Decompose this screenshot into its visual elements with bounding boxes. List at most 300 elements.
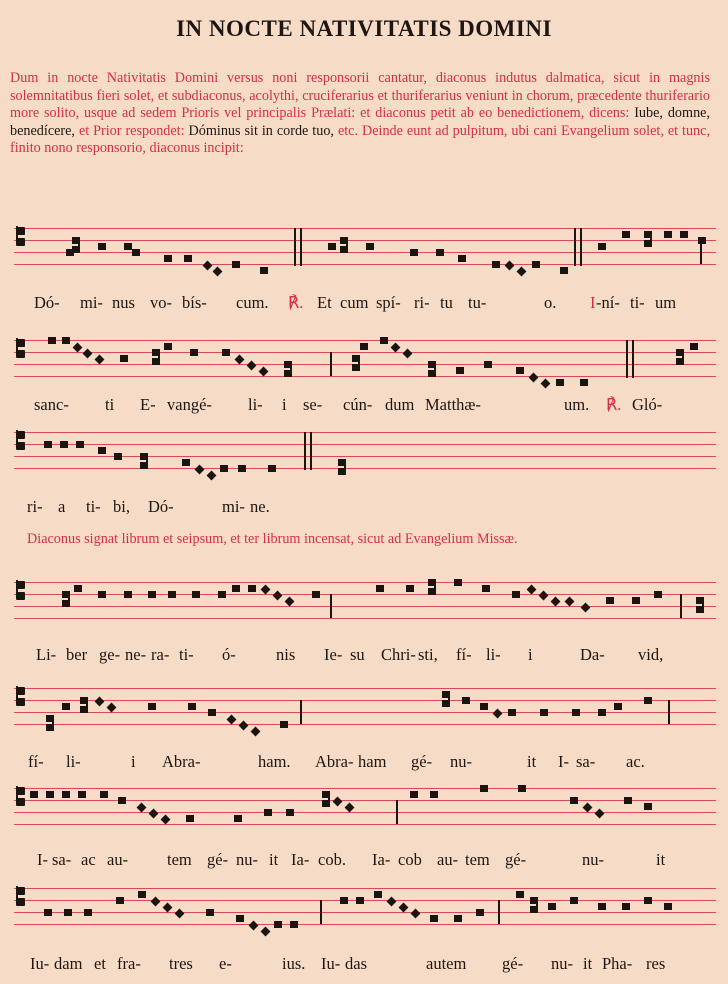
- response-mark: ℟.: [606, 395, 622, 414]
- punctum-note-icon: [644, 897, 652, 904]
- lyric-syllable: ius.: [282, 954, 306, 973]
- lyric-syllable: nu-: [582, 850, 604, 869]
- punctum-note-icon: [644, 697, 652, 704]
- punctum-note-icon: [208, 709, 216, 716]
- lyric-syllable: fí-: [456, 645, 472, 664]
- punctum-note-icon: [580, 379, 588, 386]
- double-bar: [574, 228, 576, 266]
- lyric-syllable: Ia-: [372, 850, 391, 869]
- punctum-note-icon: [148, 703, 156, 710]
- bar-line: [680, 594, 682, 618]
- staff-line: [14, 888, 716, 889]
- rhombus-note-icon: [107, 703, 117, 713]
- rhombus-note-icon: [213, 267, 223, 277]
- punctum-note-icon: [280, 721, 288, 728]
- staff-6: [0, 788, 728, 838]
- lyric-syllable: vo-: [150, 293, 172, 312]
- lyric-syllable: au-: [437, 850, 459, 869]
- note-stem: [86, 697, 88, 713]
- punctum-note-icon: [340, 897, 348, 904]
- punctum-note-icon: [570, 897, 578, 904]
- lyric-syllable: autem: [426, 954, 467, 973]
- lyric-syllable: it: [656, 850, 666, 869]
- punctum-note-icon: [632, 597, 640, 604]
- lyric-syllable: o.: [544, 293, 557, 312]
- staff-line: [14, 376, 716, 377]
- rhombus-note-icon: [551, 597, 561, 607]
- punctum-note-icon: [264, 809, 272, 816]
- lyric-line-2: [10, 395, 718, 417]
- punctum-note-icon: [376, 585, 384, 592]
- rubric-incipit-dominus: Dóminus sit in corde tuo,: [188, 122, 334, 139]
- rhombus-note-icon: [493, 709, 503, 719]
- punctum-note-icon: [182, 459, 190, 466]
- lyric-syllable: dam: [54, 954, 83, 973]
- lyric-syllable: it: [583, 954, 593, 973]
- bar-line: [330, 594, 332, 618]
- punctum-note-icon: [560, 267, 568, 274]
- punctum-note-icon: [62, 791, 70, 798]
- punctum-note-icon: [476, 909, 484, 916]
- bar-line: [320, 900, 322, 924]
- lyric-syllable: Chri-: [381, 645, 416, 664]
- punctum-note-icon: [614, 703, 622, 710]
- punctum-note-icon: [622, 231, 630, 238]
- response-mark: I: [590, 293, 596, 312]
- lyric-line-6: [10, 850, 718, 872]
- note-stem: [344, 459, 346, 475]
- lyric-syllable: ne-: [125, 645, 147, 664]
- double-bar: [294, 228, 296, 266]
- punctum-note-icon: [312, 591, 320, 598]
- rhombus-note-icon: [151, 897, 161, 907]
- note-stem: [434, 579, 436, 595]
- lyric-syllable: spí-: [376, 293, 401, 312]
- rhombus-note-icon: [273, 591, 283, 601]
- lyric-syllable: Et: [317, 293, 332, 312]
- staff-4: [0, 582, 728, 632]
- lyric-syllable: sti,: [418, 645, 438, 664]
- punctum-note-icon: [164, 255, 172, 262]
- lyric-syllable: i: [282, 395, 287, 414]
- punctum-note-icon: [698, 237, 706, 244]
- lyric-syllable: ti-: [86, 497, 101, 516]
- rhombus-note-icon: [387, 897, 397, 907]
- lyric-syllable: et: [94, 954, 106, 973]
- rhombus-note-icon: [203, 261, 213, 271]
- note-stem: [68, 591, 70, 607]
- punctum-note-icon: [540, 709, 548, 716]
- double-bar: [300, 228, 302, 266]
- punctum-note-icon: [492, 261, 500, 268]
- punctum-note-icon: [462, 697, 470, 704]
- lyric-syllable: E-: [140, 395, 156, 414]
- rubric-text-1: Dum in nocte Nativitatis Domini versus noni responsorii cantatur, diaconus indutus dalmatica, sicut in magnis solemnitatibus fieri solet, et subdiaconus, acolythi, cruciferarius et thuriferarius veniunt in chorum, præcedente thuriferario more solito, usque ad sedem Prioris vel principalis Prælati: et diaconus petit ab eo benedictionem, dicens:: [10, 70, 710, 122]
- lyric-syllable: Li-: [36, 645, 57, 664]
- lyric-syllable: nus: [112, 293, 135, 312]
- rhombus-note-icon: [83, 349, 93, 359]
- punctum-note-icon: [192, 591, 200, 598]
- punctum-note-icon: [164, 343, 172, 350]
- rhombus-note-icon: [259, 367, 269, 377]
- punctum-note-icon: [430, 791, 438, 798]
- punctum-note-icon: [260, 267, 268, 274]
- note-stem: [650, 231, 652, 247]
- note-stem: [78, 237, 80, 253]
- punctum-note-icon: [570, 797, 578, 804]
- rhombus-note-icon: [149, 809, 159, 819]
- lyric-syllable: gé-: [411, 752, 433, 771]
- lyric-syllable: ó-: [222, 645, 236, 664]
- lyric-syllable: cob: [398, 850, 422, 869]
- lyric-syllable: nu-: [236, 850, 258, 869]
- punctum-note-icon: [532, 261, 540, 268]
- staff-line: [14, 228, 716, 229]
- rhombus-note-icon: [595, 809, 605, 819]
- c-clef-icon: [16, 580, 27, 600]
- punctum-note-icon: [360, 343, 368, 350]
- lyric-syllable: ge-: [99, 645, 121, 664]
- punctum-note-icon: [132, 249, 140, 256]
- staff-2: [0, 340, 728, 390]
- double-bar: [580, 228, 582, 266]
- lyric-line-4: [10, 645, 718, 667]
- rhombus-note-icon: [95, 355, 105, 365]
- staff-1: [0, 228, 728, 278]
- rhombus-note-icon: [285, 597, 295, 607]
- punctum-note-icon: [690, 343, 698, 350]
- lyric-syllable: Ie-: [324, 645, 343, 664]
- punctum-note-icon: [556, 379, 564, 386]
- rhombus-note-icon: [195, 465, 205, 475]
- punctum-note-icon: [436, 249, 444, 256]
- bar-line: [396, 800, 398, 824]
- lyric-syllable: ti-: [179, 645, 194, 664]
- punctum-note-icon: [374, 891, 382, 898]
- lyric-syllable: e-: [219, 954, 232, 973]
- lyric-syllable: li-: [486, 645, 501, 664]
- staff-line: [14, 594, 716, 595]
- page-title: IN NOCTE NATIVITATIS DOMINI: [176, 16, 552, 41]
- lyric-syllable: au-: [107, 850, 129, 869]
- lyric-syllable: fí-: [28, 752, 44, 771]
- lyric-syllable: ne.: [250, 497, 270, 516]
- punctum-note-icon: [30, 791, 38, 798]
- c-clef-icon: [16, 686, 27, 706]
- lyric-syllable: nu-: [551, 954, 573, 973]
- rhombus-note-icon: [541, 379, 551, 389]
- punctum-note-icon: [232, 585, 240, 592]
- punctum-note-icon: [624, 797, 632, 804]
- rhombus-note-icon: [161, 815, 171, 825]
- punctum-note-icon: [62, 703, 70, 710]
- staff-line: [14, 788, 716, 789]
- staff-line: [14, 582, 716, 583]
- punctum-note-icon: [644, 803, 652, 810]
- punctum-note-icon: [548, 903, 556, 910]
- punctum-note-icon: [236, 915, 244, 922]
- staff-line: [14, 618, 716, 619]
- punctum-note-icon: [124, 591, 132, 598]
- punctum-note-icon: [222, 349, 230, 356]
- staff-line: [14, 724, 716, 725]
- punctum-note-icon: [458, 255, 466, 262]
- punctum-note-icon: [234, 815, 242, 822]
- punctum-note-icon: [168, 591, 176, 598]
- punctum-note-icon: [480, 785, 488, 792]
- punctum-note-icon: [454, 915, 462, 922]
- bar-line: [330, 352, 332, 376]
- bar-line: [498, 900, 500, 924]
- lyric-syllable: Iu-: [321, 954, 341, 973]
- punctum-note-icon: [44, 441, 52, 448]
- punctum-note-icon: [48, 337, 56, 344]
- rubric-text-2: et Prior respondet:: [74, 122, 189, 139]
- rhombus-note-icon: [399, 903, 409, 913]
- punctum-note-icon: [410, 791, 418, 798]
- lyric-syllable: i: [528, 645, 533, 664]
- lyric-syllable: cum: [340, 293, 369, 312]
- lyric-syllable: I-: [37, 850, 48, 869]
- lyric-syllable: gé-: [207, 850, 229, 869]
- rhombus-note-icon: [249, 921, 259, 931]
- lyric-syllable: a: [58, 497, 66, 516]
- lyric-syllable: cún-: [343, 395, 373, 414]
- punctum-note-icon: [482, 585, 490, 592]
- punctum-note-icon: [184, 255, 192, 262]
- lyric-line-7: [10, 954, 718, 976]
- double-bar: [304, 432, 306, 470]
- punctum-note-icon: [512, 591, 520, 598]
- note-stem: [146, 453, 148, 469]
- staff-line: [14, 340, 716, 341]
- punctum-note-icon: [124, 243, 132, 250]
- lyric-syllable: Gló-: [632, 395, 663, 414]
- punctum-note-icon: [84, 909, 92, 916]
- rhombus-note-icon: [251, 727, 261, 737]
- lyric-syllable: it: [527, 752, 537, 771]
- lyric-syllable: ham: [358, 752, 387, 771]
- lyric-syllable: cob.: [318, 850, 346, 869]
- punctum-note-icon: [148, 591, 156, 598]
- punctum-note-icon: [44, 909, 52, 916]
- c-clef-icon: [16, 786, 27, 806]
- rhombus-note-icon: [95, 697, 105, 707]
- punctum-note-icon: [206, 909, 214, 916]
- lyric-syllable: I-: [558, 752, 569, 771]
- double-bar: [632, 340, 634, 378]
- response-mark: ℟.: [288, 293, 304, 312]
- punctum-note-icon: [46, 791, 54, 798]
- lyric-syllable: ti-: [630, 293, 645, 312]
- punctum-note-icon: [654, 591, 662, 598]
- punctum-note-icon: [98, 591, 106, 598]
- lyric-syllable: su: [350, 645, 365, 664]
- lyric-syllable: li-: [248, 395, 263, 414]
- c-clef-icon: [16, 338, 27, 358]
- lyric-syllable: tem: [167, 850, 192, 869]
- punctum-note-icon: [188, 703, 196, 710]
- punctum-note-icon: [190, 349, 198, 356]
- staff-line: [14, 912, 716, 913]
- punctum-note-icon: [518, 785, 526, 792]
- punctum-note-icon: [454, 579, 462, 586]
- staff-line: [14, 924, 716, 925]
- staff-line: [14, 468, 716, 469]
- lyric-syllable: gé-: [502, 954, 524, 973]
- punctum-note-icon: [664, 903, 672, 910]
- punctum-note-icon: [328, 243, 336, 250]
- rhombus-note-icon: [73, 343, 83, 353]
- staff-line: [14, 700, 716, 701]
- note-stem: [358, 355, 360, 371]
- rubric-incipit-iube: Iube, domne, benedícere,: [10, 105, 711, 139]
- lyric-syllable: se-: [303, 395, 323, 414]
- punctum-note-icon: [664, 231, 672, 238]
- punctum-note-icon: [120, 355, 128, 362]
- lyric-line-3: [10, 497, 718, 519]
- lyric-syllable: ac.: [626, 752, 645, 771]
- lyric-syllable: tem: [465, 850, 490, 869]
- lyric-syllable: nu-: [450, 752, 472, 771]
- rhombus-note-icon: [403, 349, 413, 359]
- lyric-syllable: gé-: [505, 850, 527, 869]
- c-clef-icon: [16, 886, 27, 906]
- punctum-note-icon: [406, 585, 414, 592]
- staff-line: [14, 264, 716, 265]
- staff-3: [0, 432, 728, 482]
- staff-line: [14, 444, 716, 445]
- lyric-syllable: res: [646, 954, 666, 973]
- punctum-note-icon: [118, 797, 126, 804]
- punctum-note-icon: [186, 815, 194, 822]
- opening-rubric: [10, 70, 710, 158]
- lyric-syllable: ri-: [414, 293, 430, 312]
- lyric-syllable: it: [269, 850, 279, 869]
- lyric-line-1: [10, 293, 718, 315]
- lyric-syllable: tu: [440, 293, 453, 312]
- lyric-syllable: tu-: [468, 293, 487, 312]
- lyric-syllable: sa-: [576, 752, 596, 771]
- punctum-note-icon: [606, 597, 614, 604]
- rhombus-note-icon: [411, 909, 421, 919]
- punctum-note-icon: [572, 709, 580, 716]
- lyric-syllable: cum.: [236, 293, 269, 312]
- punctum-note-icon: [138, 891, 146, 898]
- punctum-note-icon: [220, 465, 228, 472]
- rhombus-note-icon: [529, 373, 539, 383]
- note-stem: [702, 597, 704, 613]
- staff-line: [14, 240, 716, 241]
- rhombus-note-icon: [247, 361, 257, 371]
- lyric-syllable: i: [131, 752, 136, 771]
- lyric-syllable: Pha-: [602, 954, 633, 973]
- lyric-syllable: ac: [81, 850, 96, 869]
- punctum-note-icon: [480, 703, 488, 710]
- rhombus-note-icon: [175, 909, 185, 919]
- staff-line: [14, 432, 716, 433]
- punctum-note-icon: [598, 243, 606, 250]
- lyric-syllable: mi-: [222, 497, 245, 516]
- bar-line: [300, 700, 302, 724]
- double-bar: [626, 340, 628, 378]
- bar-line: [668, 700, 670, 724]
- staff-line: [14, 688, 716, 689]
- punctum-note-icon: [60, 441, 68, 448]
- punctum-note-icon: [232, 261, 240, 268]
- lyric-syllable: ber: [66, 645, 88, 664]
- rhombus-note-icon: [391, 343, 401, 353]
- note-stem: [290, 361, 292, 377]
- lyric-syllable: mi-: [80, 293, 103, 312]
- staff-5: [0, 688, 728, 738]
- lyric-syllable: dum: [385, 395, 415, 414]
- lyric-syllable: vid,: [638, 645, 664, 664]
- punctum-note-icon: [598, 903, 606, 910]
- lyric-syllable: ra-: [151, 645, 170, 664]
- punctum-note-icon: [516, 367, 524, 374]
- double-bar: [310, 432, 312, 470]
- staff-line: [14, 812, 716, 813]
- lyric-syllable: vangé-: [167, 395, 212, 414]
- lyric-syllable: um.: [564, 395, 590, 414]
- punctum-note-icon: [98, 243, 106, 250]
- punctum-note-icon: [356, 897, 364, 904]
- rhombus-note-icon: [227, 715, 237, 725]
- punctum-note-icon: [114, 453, 122, 460]
- lyric-line-5: [10, 752, 718, 774]
- punctum-note-icon: [116, 897, 124, 904]
- punctum-note-icon: [64, 909, 72, 916]
- punctum-note-icon: [100, 791, 108, 798]
- lyric-syllable: li-: [66, 752, 81, 771]
- rhombus-note-icon: [333, 797, 343, 807]
- punctum-note-icon: [484, 361, 492, 368]
- rhombus-note-icon: [581, 603, 591, 613]
- punctum-note-icon: [62, 337, 70, 344]
- punctum-note-icon: [290, 921, 298, 928]
- punctum-note-icon: [430, 915, 438, 922]
- lyric-syllable: sanc-: [34, 395, 69, 414]
- lyric-syllable: Iu-: [30, 954, 50, 973]
- c-clef-icon: [16, 226, 27, 246]
- note-stem: [434, 361, 436, 377]
- lyric-syllable: ri-: [27, 497, 43, 516]
- punctum-note-icon: [366, 243, 374, 250]
- lyric-syllable: Ia-: [291, 850, 310, 869]
- rhombus-note-icon: [517, 267, 527, 277]
- punctum-note-icon: [286, 809, 294, 816]
- lyric-syllable: um: [655, 293, 677, 312]
- note-stem: [158, 349, 160, 365]
- lyric-syllable: Abra-: [315, 752, 354, 771]
- punctum-note-icon: [516, 891, 524, 898]
- punctum-note-icon: [508, 709, 516, 716]
- lyric-syllable: bís-: [182, 293, 207, 312]
- note-stem: [682, 349, 684, 365]
- rhombus-note-icon: [207, 471, 217, 481]
- punctum-note-icon: [76, 441, 84, 448]
- lyric-syllable: nis: [276, 645, 296, 664]
- lyric-syllable: Da-: [580, 645, 605, 664]
- staff-line: [14, 712, 716, 713]
- lyric-syllable: ham.: [258, 752, 291, 771]
- punctum-note-icon: [268, 465, 276, 472]
- staff-7: [0, 888, 728, 938]
- rhombus-note-icon: [565, 597, 575, 607]
- rhombus-note-icon: [163, 903, 173, 913]
- lyric-syllable: bi,: [113, 497, 130, 516]
